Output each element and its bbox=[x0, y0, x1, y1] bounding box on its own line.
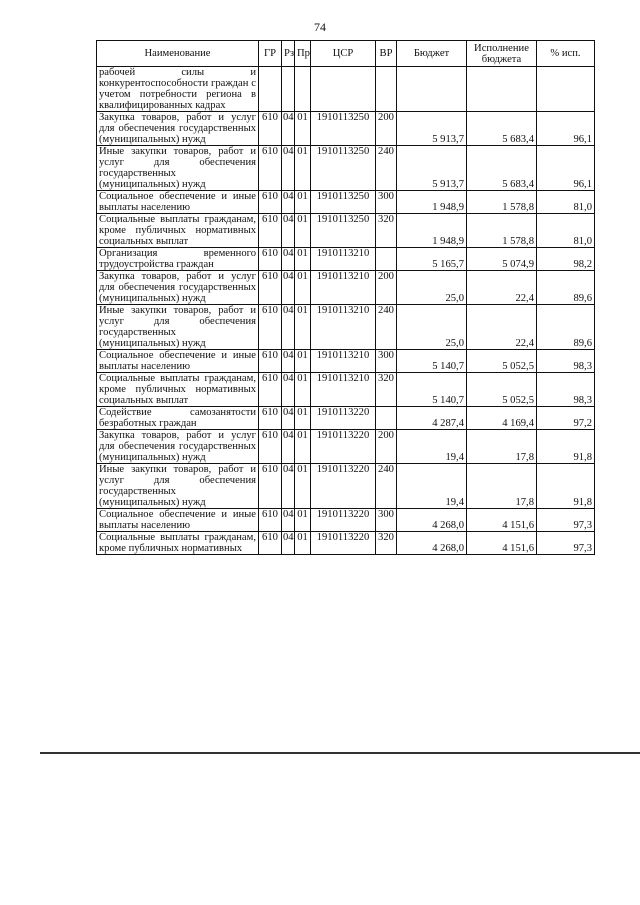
cell-pr: 01 bbox=[295, 146, 311, 191]
cell-csr bbox=[311, 67, 376, 112]
cell-vr: 300 bbox=[376, 350, 397, 373]
cell-percent: 98,3 bbox=[537, 350, 595, 373]
cell-rz: 04 bbox=[282, 532, 295, 555]
cell-pr: 01 bbox=[295, 305, 311, 350]
cell-name: Организация временного трудоустройства граждан bbox=[97, 248, 259, 271]
cell-execution: 5 074,9 bbox=[467, 248, 537, 271]
cell-csr: 1910113220 bbox=[311, 407, 376, 430]
cell-execution: 4 151,6 bbox=[467, 509, 537, 532]
cell-rz: 04 bbox=[282, 407, 295, 430]
cell-gr: 610 bbox=[259, 407, 282, 430]
cell-gr: 610 bbox=[259, 146, 282, 191]
cell-vr: 300 bbox=[376, 191, 397, 214]
cell-csr: 1910113210 bbox=[311, 305, 376, 350]
header-gr: ГР bbox=[259, 41, 282, 67]
cell-budget: 4 268,0 bbox=[397, 509, 467, 532]
cell-execution: 1 578,8 bbox=[467, 214, 537, 248]
cell-gr: 610 bbox=[259, 430, 282, 464]
cell-execution bbox=[467, 67, 537, 112]
cell-budget: 5 140,7 bbox=[397, 350, 467, 373]
header-name: Наименование bbox=[97, 41, 259, 67]
cell-name: Социальные выплаты гражданам, кроме публичных нормативных bbox=[97, 532, 259, 555]
cell-percent: 97,3 bbox=[537, 532, 595, 555]
cell-pr: 01 bbox=[295, 464, 311, 509]
cell-execution: 17,8 bbox=[467, 464, 537, 509]
cell-percent: 97,3 bbox=[537, 509, 595, 532]
cell-csr: 1910113250 bbox=[311, 146, 376, 191]
cell-csr: 1910113210 bbox=[311, 271, 376, 305]
page-divider bbox=[40, 752, 640, 754]
cell-rz: 04 bbox=[282, 509, 295, 532]
cell-gr: 610 bbox=[259, 112, 282, 146]
cell-percent: 91,8 bbox=[537, 430, 595, 464]
cell-name: Социальное обеспечение и иные выплаты населению bbox=[97, 350, 259, 373]
cell-csr: 1910113210 bbox=[311, 350, 376, 373]
cell-vr: 200 bbox=[376, 112, 397, 146]
cell-execution: 22,4 bbox=[467, 305, 537, 350]
cell-percent bbox=[537, 67, 595, 112]
cell-vr: 200 bbox=[376, 271, 397, 305]
cell-pr: 01 bbox=[295, 191, 311, 214]
table-row bbox=[97, 305, 595, 350]
table-row bbox=[97, 271, 595, 305]
table-header-row bbox=[97, 41, 595, 67]
cell-gr: 610 bbox=[259, 191, 282, 214]
cell-percent: 81,0 bbox=[537, 191, 595, 214]
cell-execution: 5 683,4 bbox=[467, 112, 537, 146]
cell-csr: 1910113220 bbox=[311, 532, 376, 555]
cell-csr: 1910113220 bbox=[311, 509, 376, 532]
cell-name: Иные закупки товаров, работ и услуг для обеспечения государственных (муниципальных) нужд bbox=[97, 146, 259, 191]
table-row bbox=[97, 509, 595, 532]
cell-pr: 01 bbox=[295, 407, 311, 430]
table-row bbox=[97, 67, 595, 112]
cell-budget: 4 268,0 bbox=[397, 532, 467, 555]
header-csr: ЦСР bbox=[311, 41, 376, 67]
cell-name: Закупка товаров, работ и услуг для обеспечения государственных (муниципальных) нужд bbox=[97, 271, 259, 305]
table-row bbox=[97, 407, 595, 430]
cell-name: Иные закупки товаров, работ и услуг для обеспечения государственных (муниципальных) нужд bbox=[97, 305, 259, 350]
header-percent: % исп. bbox=[537, 41, 595, 67]
cell-budget bbox=[397, 67, 467, 112]
cell-budget: 5 165,7 bbox=[397, 248, 467, 271]
table-row bbox=[97, 350, 595, 373]
cell-csr: 1910113220 bbox=[311, 464, 376, 509]
cell-percent: 96,1 bbox=[537, 112, 595, 146]
cell-budget: 1 948,9 bbox=[397, 191, 467, 214]
cell-rz: 04 bbox=[282, 271, 295, 305]
table-row bbox=[97, 430, 595, 464]
cell-gr: 610 bbox=[259, 248, 282, 271]
cell-budget: 5 913,7 bbox=[397, 146, 467, 191]
cell-rz: 04 bbox=[282, 373, 295, 407]
cell-budget: 25,0 bbox=[397, 305, 467, 350]
cell-gr: 610 bbox=[259, 305, 282, 350]
table-row bbox=[97, 191, 595, 214]
cell-rz: 04 bbox=[282, 214, 295, 248]
cell-percent: 96,1 bbox=[537, 146, 595, 191]
cell-csr: 1910113210 bbox=[311, 373, 376, 407]
cell-pr: 01 bbox=[295, 248, 311, 271]
cell-name: Социальные выплаты гражданам, кроме публичных нормативных социальных выплат bbox=[97, 373, 259, 407]
budget-table bbox=[96, 40, 595, 555]
cell-rz: 04 bbox=[282, 464, 295, 509]
cell-gr: 610 bbox=[259, 214, 282, 248]
cell-csr: 1910113250 bbox=[311, 112, 376, 146]
cell-execution: 1 578,8 bbox=[467, 191, 537, 214]
cell-vr: 320 bbox=[376, 214, 397, 248]
cell-name: Социальные выплаты гражданам, кроме публичных нормативных социальных выплат bbox=[97, 214, 259, 248]
table-row bbox=[97, 464, 595, 509]
cell-gr: 610 bbox=[259, 350, 282, 373]
header-vr: ВР bbox=[376, 41, 397, 67]
cell-percent: 98,2 bbox=[537, 248, 595, 271]
cell-name: Содействие самозанятости безработных граждан bbox=[97, 407, 259, 430]
cell-name: Закупка товаров, работ и услуг для обеспечения государственных (муниципальных) нужд bbox=[97, 112, 259, 146]
cell-pr: 01 bbox=[295, 373, 311, 407]
cell-percent: 91,8 bbox=[537, 464, 595, 509]
cell-budget: 25,0 bbox=[397, 271, 467, 305]
cell-percent: 97,2 bbox=[537, 407, 595, 430]
cell-pr: 01 bbox=[295, 214, 311, 248]
cell-csr: 1910113250 bbox=[311, 191, 376, 214]
cell-rz: 04 bbox=[282, 305, 295, 350]
cell-gr: 610 bbox=[259, 509, 282, 532]
cell-budget: 19,4 bbox=[397, 430, 467, 464]
cell-gr: 610 bbox=[259, 373, 282, 407]
header-pr: Пр bbox=[295, 41, 311, 67]
cell-gr: 610 bbox=[259, 271, 282, 305]
cell-pr: 01 bbox=[295, 112, 311, 146]
table-row bbox=[97, 248, 595, 271]
cell-execution: 5 683,4 bbox=[467, 146, 537, 191]
table-row bbox=[97, 532, 595, 555]
cell-rz: 04 bbox=[282, 430, 295, 464]
cell-vr: 300 bbox=[376, 509, 397, 532]
cell-rz: 04 bbox=[282, 248, 295, 271]
cell-csr: 1910113210 bbox=[311, 248, 376, 271]
cell-pr: 01 bbox=[295, 509, 311, 532]
cell-vr bbox=[376, 248, 397, 271]
cell-name: Закупка товаров, работ и услуг для обеспечения государственных (муниципальных) нужд bbox=[97, 430, 259, 464]
cell-csr: 1910113250 bbox=[311, 214, 376, 248]
cell-execution: 22,4 bbox=[467, 271, 537, 305]
cell-vr: 320 bbox=[376, 532, 397, 555]
cell-csr: 1910113220 bbox=[311, 430, 376, 464]
cell-rz: 04 bbox=[282, 112, 295, 146]
cell-budget: 5 140,7 bbox=[397, 373, 467, 407]
cell-rz: 04 bbox=[282, 146, 295, 191]
cell-execution: 5 052,5 bbox=[467, 373, 537, 407]
header-execution: Исполнение бюджета bbox=[467, 41, 537, 67]
cell-name: Социальное обеспечение и иные выплаты населению bbox=[97, 191, 259, 214]
table-row bbox=[97, 146, 595, 191]
cell-name: Иные закупки товаров, работ и услуг для обеспечения государственных (муниципальных) нужд bbox=[97, 464, 259, 509]
cell-vr: 240 bbox=[376, 305, 397, 350]
cell-rz bbox=[282, 67, 295, 112]
cell-budget: 5 913,7 bbox=[397, 112, 467, 146]
header-rz: Рз bbox=[282, 41, 295, 67]
table-row bbox=[97, 373, 595, 407]
cell-vr bbox=[376, 67, 397, 112]
cell-vr: 240 bbox=[376, 146, 397, 191]
cell-vr: 320 bbox=[376, 373, 397, 407]
cell-name: Социальное обеспечение и иные выплаты населению bbox=[97, 509, 259, 532]
table-row bbox=[97, 214, 595, 248]
cell-vr: 240 bbox=[376, 464, 397, 509]
cell-percent: 98,3 bbox=[537, 373, 595, 407]
cell-vr: 200 bbox=[376, 430, 397, 464]
cell-budget: 1 948,9 bbox=[397, 214, 467, 248]
cell-percent: 81,0 bbox=[537, 214, 595, 248]
cell-execution: 5 052,5 bbox=[467, 350, 537, 373]
cell-gr: 610 bbox=[259, 464, 282, 509]
cell-gr bbox=[259, 67, 282, 112]
cell-vr bbox=[376, 407, 397, 430]
cell-execution: 4 169,4 bbox=[467, 407, 537, 430]
cell-pr bbox=[295, 67, 311, 112]
cell-percent: 89,6 bbox=[537, 305, 595, 350]
cell-budget: 19,4 bbox=[397, 464, 467, 509]
header-budget: Бюджет bbox=[397, 41, 467, 67]
cell-rz: 04 bbox=[282, 350, 295, 373]
cell-name: рабочей силы и конкурентоспособности граждан с учетом потребности региона в квалифицированных кадрах bbox=[97, 67, 259, 112]
cell-pr: 01 bbox=[295, 532, 311, 555]
table-body bbox=[97, 67, 595, 555]
cell-percent: 89,6 bbox=[537, 271, 595, 305]
page-number: 74 bbox=[314, 20, 326, 34]
cell-gr: 610 bbox=[259, 532, 282, 555]
cell-pr: 01 bbox=[295, 271, 311, 305]
table-row bbox=[97, 112, 595, 146]
cell-pr: 01 bbox=[295, 350, 311, 373]
cell-pr: 01 bbox=[295, 430, 311, 464]
cell-execution: 17,8 bbox=[467, 430, 537, 464]
cell-rz: 04 bbox=[282, 191, 295, 214]
cell-execution: 4 151,6 bbox=[467, 532, 537, 555]
cell-budget: 4 287,4 bbox=[397, 407, 467, 430]
